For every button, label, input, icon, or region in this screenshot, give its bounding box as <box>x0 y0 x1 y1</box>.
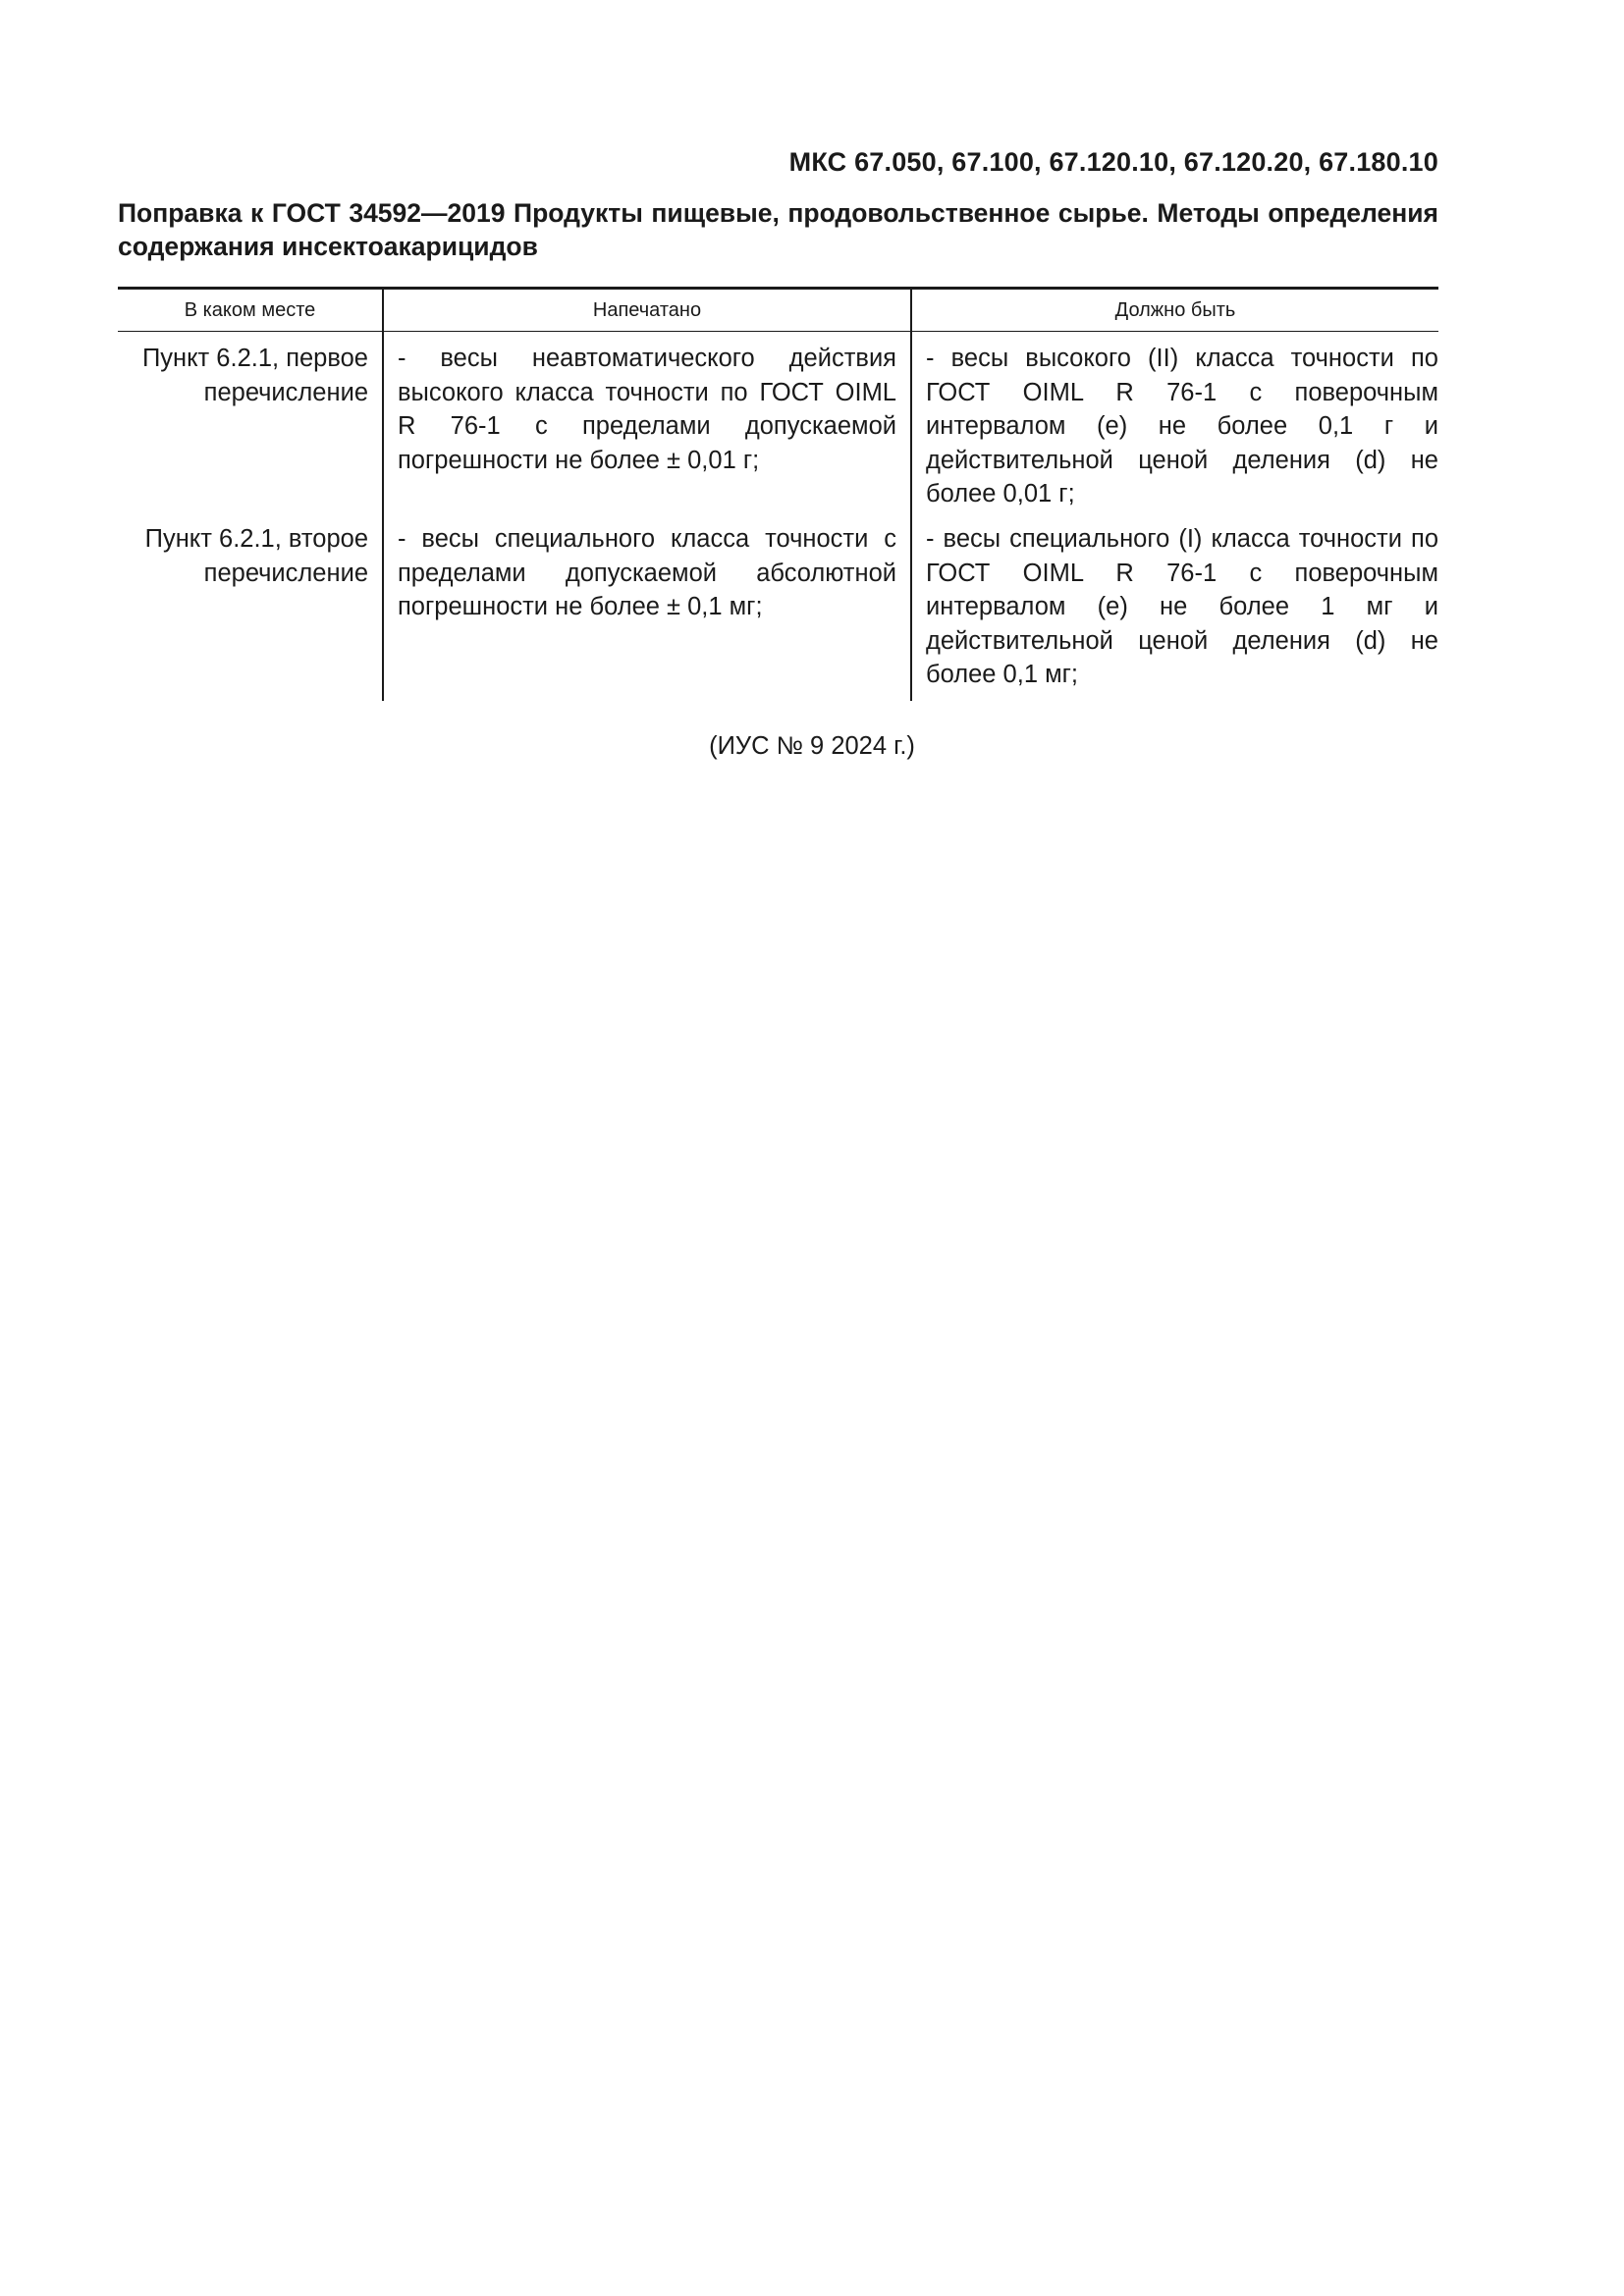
cell-printed: - весы неавтоматического действия высокого класса точности по ГОСТ OIML R 76-1 с пределами допускаемой погрешности не более ± 0,01 г; <box>382 332 910 512</box>
cell-printed: - весы специального класса точности с пределами допускаемой абсолютной погрешности не более ± 0,1 мг; <box>382 512 910 701</box>
document-title: Поправка к ГОСТ 34592—2019 Продукты пищевые, продовольственное сырье. Методы определения содержания инсектоакарицидов <box>118 198 1438 261</box>
cell-should-be: - весы высокого (II) класса точности по ГОСТ OIML R 76-1 с поверочным интервалом (e) не более 0,1 г и действительной ценой деления (d) не более 0,01 г; <box>910 332 1438 512</box>
cell-where: Пункт 6.2.1, первое перечисление <box>141 345 368 406</box>
column-header-where: В каком месте <box>184 298 316 321</box>
table-row <box>118 512 1438 701</box>
table-header <box>118 290 1438 332</box>
ius-reference: (ИУС № 9 2024 г.) <box>709 732 915 760</box>
column-header-printed: Напечатано <box>382 290 910 331</box>
cell-should-be: - весы специального (I) класса точности по ГОСТ OIML R 76-1 с поверочным интервалом (e) не более 1 мг и действительной ценой деления (d) не более 0,1 мг; <box>910 512 1438 701</box>
mks-code: МКС 67.050, 67.100, 67.120.10, 67.120.20, 67.180.10 <box>788 147 1438 177</box>
table-row <box>118 332 1438 512</box>
cell-where: Пункт 6.2.1, второе перечисление <box>144 525 368 587</box>
column-header-should-be: Должно быть <box>910 290 1438 331</box>
corrections-table <box>118 287 1438 701</box>
table-body <box>118 332 1438 701</box>
